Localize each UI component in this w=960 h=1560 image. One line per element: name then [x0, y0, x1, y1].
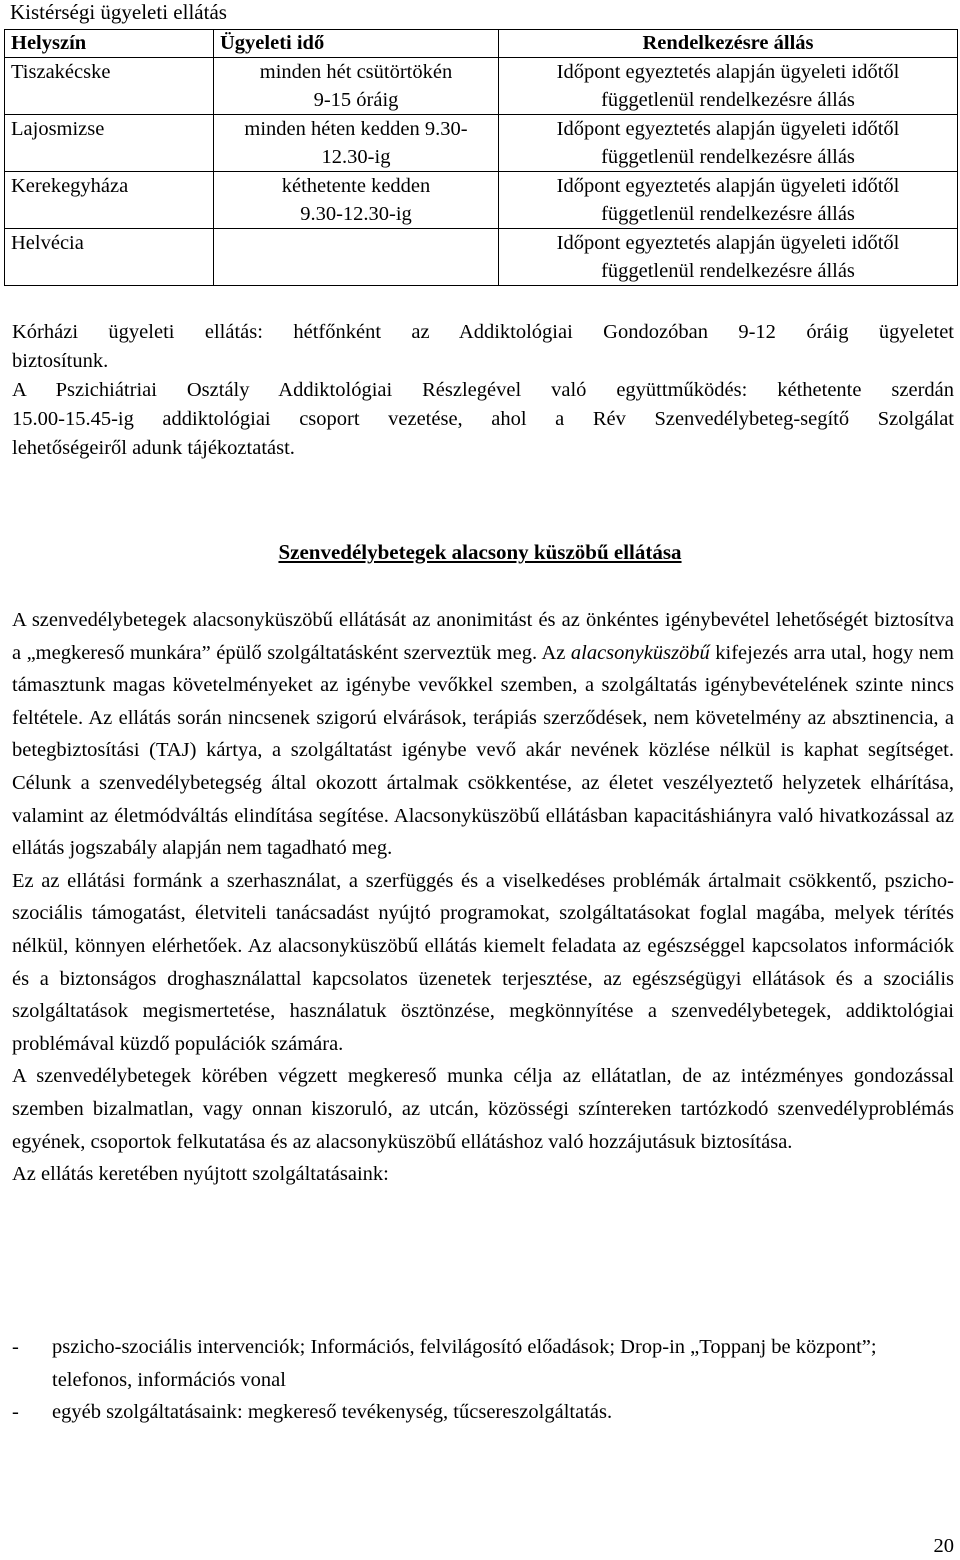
cell-location: Kerekegyháza: [5, 172, 214, 229]
paragraph: A szenvedélybetegek körében végzett megkereső munka célja az ellátatlan, de az intézményes gondozással szemben bizalmatlan, vagy onnan kiszoruló, az utcán, közösségi színtereken tartózkodó szenvedélyproblémás egyének, csoportok felkutatása és az alacsonyküszöbű ellátáshoz való hozzájutásuk biztosítása.: [12, 1065, 954, 1153]
list-marker: -: [12, 1336, 19, 1358]
cell-location: Lajosmizse: [5, 115, 214, 172]
cell-availability: Időpont egyeztetés alapján ügyeleti időtől függetlenül rendelkezésre állás: [499, 115, 958, 172]
table-row: [5, 172, 958, 229]
table-row: [5, 58, 958, 115]
hospital-line: lehetőségeiről adunk tájékoztatást.: [12, 437, 295, 459]
cell-duty-time: minden héten kedden 9.30- 12.30-ig: [214, 115, 499, 172]
paragraph: A szenvedélybetegek alacsonyküszöbű ellátását az anonimitást és az önkéntes igénybevétel lehetőségét biztosítva a „megkereső munkára” épülő szolgáltatásként szerveztük meg. Az alacsonyküszöbű kifejezés arra utal, hogy nem támasztunk magas követelményeket az igénybe vevőkkel szemben, a szolgáltatás igénybevételének szinte nincs feltétele. Az ellátás során nincsenek szigorú elvárások, terápiás szerződések, nem követelmény az absztinencia, a betegbiztosítási (TAJ) kártya, a szolgáltatást igénybe vevő akár nevének közlése nélkül is kaphat segítséget. Célunk a szenvedélybetegség által okozott ártalmak csökkentése, az életet veszélyeztető helyzetek elhárítása, valamint az életmódváltás elindítása segítése. Alacsonyküszöbű ellátásban kapacitáshiányra való hivatkozással az ellátás jogszabály alapján nem tagadható meg.: [12, 609, 955, 860]
italic-term: alacsonyküszöbű: [570, 641, 710, 664]
table-header-row: [5, 30, 958, 58]
list-item: - egyéb szolgáltatásaink: megkereső tevékenység, tűcsereszolgáltatás.: [12, 1396, 954, 1429]
cell-availability: Időpont egyeztetés alapján ügyeleti időtől függetlenül rendelkezésre állás: [499, 58, 958, 115]
body-text: [12, 604, 954, 1191]
table-row: [5, 115, 958, 172]
hospital-line: Kórházi ügyeleti ellátás: hétfőnként az Addiktológiai Gondozóban 9-12 óráig ügyeletet: [12, 321, 954, 343]
table-row: [5, 229, 958, 286]
hospital-info: [12, 318, 954, 463]
cell-availability: Időpont egyeztetés alapján ügyeleti időtől függetlenül rendelkezésre állás: [499, 172, 958, 229]
duty-table: [4, 29, 958, 286]
cell-duty-time: [214, 229, 499, 286]
hospital-line: 15.00-15.45-ig addiktológiai csoport vezetése, ahol a Rév Szenvedélybeteg-segítő Szolgálat: [12, 408, 954, 430]
cell-location: Helvécia: [5, 229, 214, 286]
section-title: Kistérségi ügyeleti ellátás: [10, 0, 227, 24]
header-duty-time: Ügyeleti idő: [214, 30, 499, 58]
cell-duty-time: minden hét csütörtökén 9-15 óráig: [214, 58, 499, 115]
cell-location: Tiszakécske: [5, 58, 214, 115]
hospital-line: biztosítunk.: [12, 350, 109, 372]
service-list: [12, 1331, 954, 1429]
paragraph: Az ellátás keretében nyújtott szolgáltatásaink:: [12, 1163, 389, 1186]
cell-duty-time: kéthetente kedden 9.30-12.30-ig: [214, 172, 499, 229]
list-item: - pszicho-szociális intervenciók; Információs, felvilágosító előadások; Drop-in „Toppanj be központ”; telefonos, információs vonal: [12, 1331, 954, 1396]
section-heading: Szenvedélybetegek alacsony küszöbű ellátása: [278, 540, 682, 564]
cell-availability: Időpont egyeztetés alapján ügyeleti időtől függetlenül rendelkezésre állás: [499, 229, 958, 286]
hospital-line: A Pszichiátriai Osztály Addiktológiai Részlegével való együttműködés: kéthetente szerdán: [12, 379, 954, 401]
header-location: Helyszín: [5, 30, 214, 58]
page-number: 20: [933, 1535, 954, 1557]
list-marker: -: [12, 1401, 19, 1424]
header-availability: Rendelkezésre állás: [499, 30, 958, 58]
paragraph: Ez az ellátási formánk a szerhasználat, a szerfüggés és a viselkedéses problémák ártalmait csökkentő, pszicho-szociális támogatást, életviteli tanácsadást nyújtó programokat, szolgáltatásokat foglal magába, melyek térítés nélkül, könnyen elérhetőek. Az alacsonyküszöbű ellátás kiemelt feladata az egészséggel kapcsolatos információk és a biztonságos droghasználattal kapcsolatos üzenetek terjesztése, az egészségügyi ellátások és a szociális szolgáltatások megismertetése, használatuk ösztönzése, megkönnyítése a szenvedélybetegek, addiktológiai problémával küzdő populációk számára.: [12, 869, 954, 1055]
